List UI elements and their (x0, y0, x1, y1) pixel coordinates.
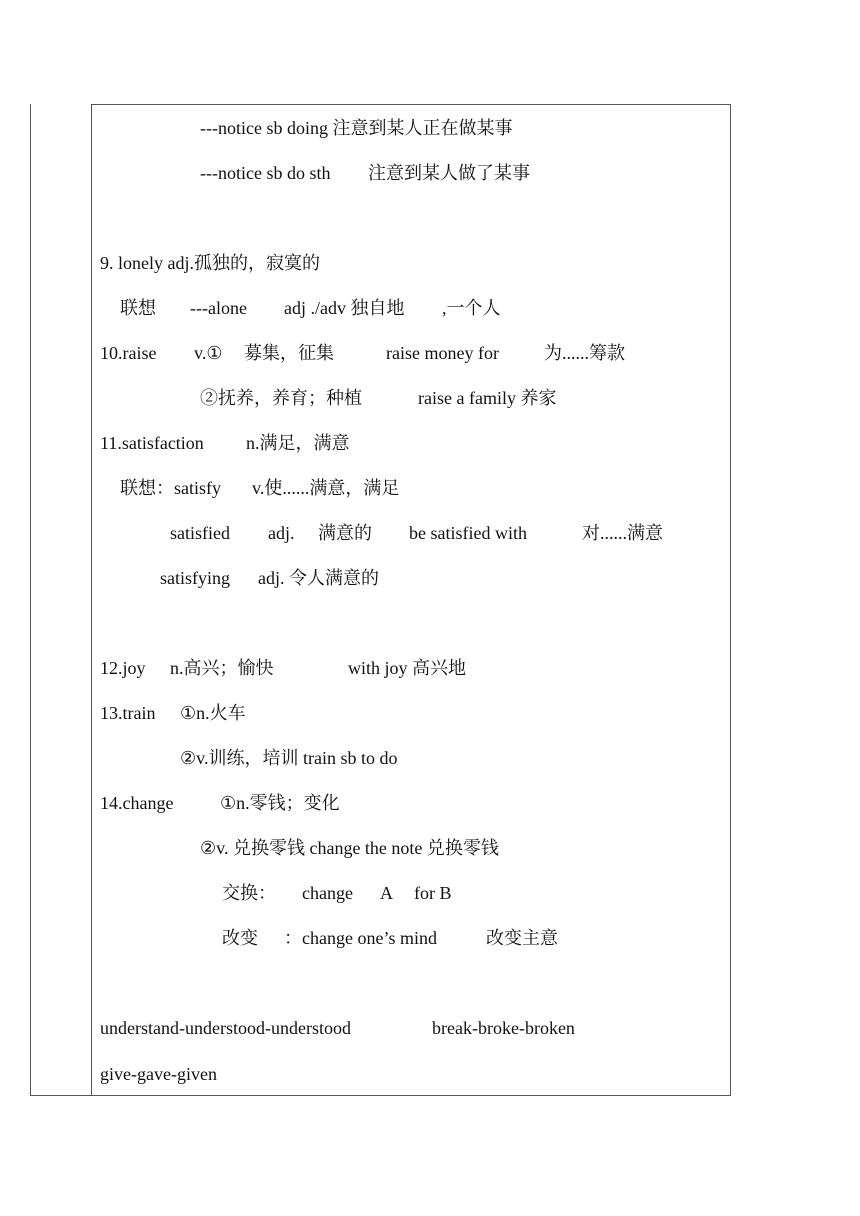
note-text: ---notice sb doing 注意到某人正在做某事 (200, 118, 513, 138)
note-text: raise a family 养家 (418, 388, 557, 408)
note-text: 为......筹款 (544, 343, 625, 363)
note-text: 满意的 (318, 523, 372, 543)
note-text: 10.raise (100, 343, 157, 363)
note-text: satisfying (160, 568, 230, 588)
note-text: adj. 令人满意的 (258, 568, 379, 588)
note-text: 改变 (222, 928, 258, 948)
note-text: v.① (194, 343, 223, 363)
note-text: adj. (268, 523, 295, 543)
note-text: ②抚养，养育；种植 (200, 388, 362, 408)
note-text: ：change one’s mind (284, 928, 437, 948)
note-text: be satisfied with (409, 523, 527, 543)
note-text: ---alone (190, 298, 247, 318)
note-text: 12.joy (100, 658, 146, 678)
note-text: n.高兴；愉快 (170, 658, 274, 678)
note-text: 13.train (100, 703, 156, 723)
note-text: ②v. 兑换零钱 change the note 兑换零钱 (200, 838, 499, 858)
note-text: 9. lonely adj.孤独的，寂寞的 (100, 253, 320, 273)
note-text: 改变主意 (486, 928, 558, 948)
note-text: ①n.零钱；变化 (220, 793, 340, 813)
note-text: for B (414, 883, 452, 903)
note-text: 联想 (120, 298, 156, 318)
note-text: 交换： (222, 883, 276, 903)
note-text: break-broke-broken (432, 1018, 575, 1038)
note-text: ①n.火车 (180, 703, 246, 723)
note-text: adj ./adv 独自地 (284, 298, 405, 318)
note-text: raise money for (386, 343, 499, 363)
note-text: ②v.训练，培训 train sb to do (180, 748, 398, 768)
note-text: with joy 高兴地 (348, 658, 467, 678)
note-text: n.满足，满意 (246, 433, 350, 453)
note-text: change (302, 883, 353, 903)
note-text: v.使......满意，满足 (252, 478, 400, 498)
note-text: 联想：satisfy (120, 478, 221, 498)
table-left-cell (30, 104, 91, 1096)
note-text: 注意到某人做了某事 (368, 163, 530, 183)
note-text: A (380, 883, 393, 903)
note-text: understand-understood-understood (100, 1018, 351, 1038)
note-text: 14.change (100, 793, 174, 813)
note-text: satisfied (170, 523, 230, 543)
note-text: give-gave-given (100, 1064, 217, 1084)
note-text: 11.satisfaction (100, 433, 204, 453)
note-text: 对......满意 (582, 523, 663, 543)
note-text: ,一个人 (442, 298, 501, 318)
note-text: ---notice sb do sth (200, 163, 331, 183)
note-text: 募集，征集 (244, 343, 334, 363)
